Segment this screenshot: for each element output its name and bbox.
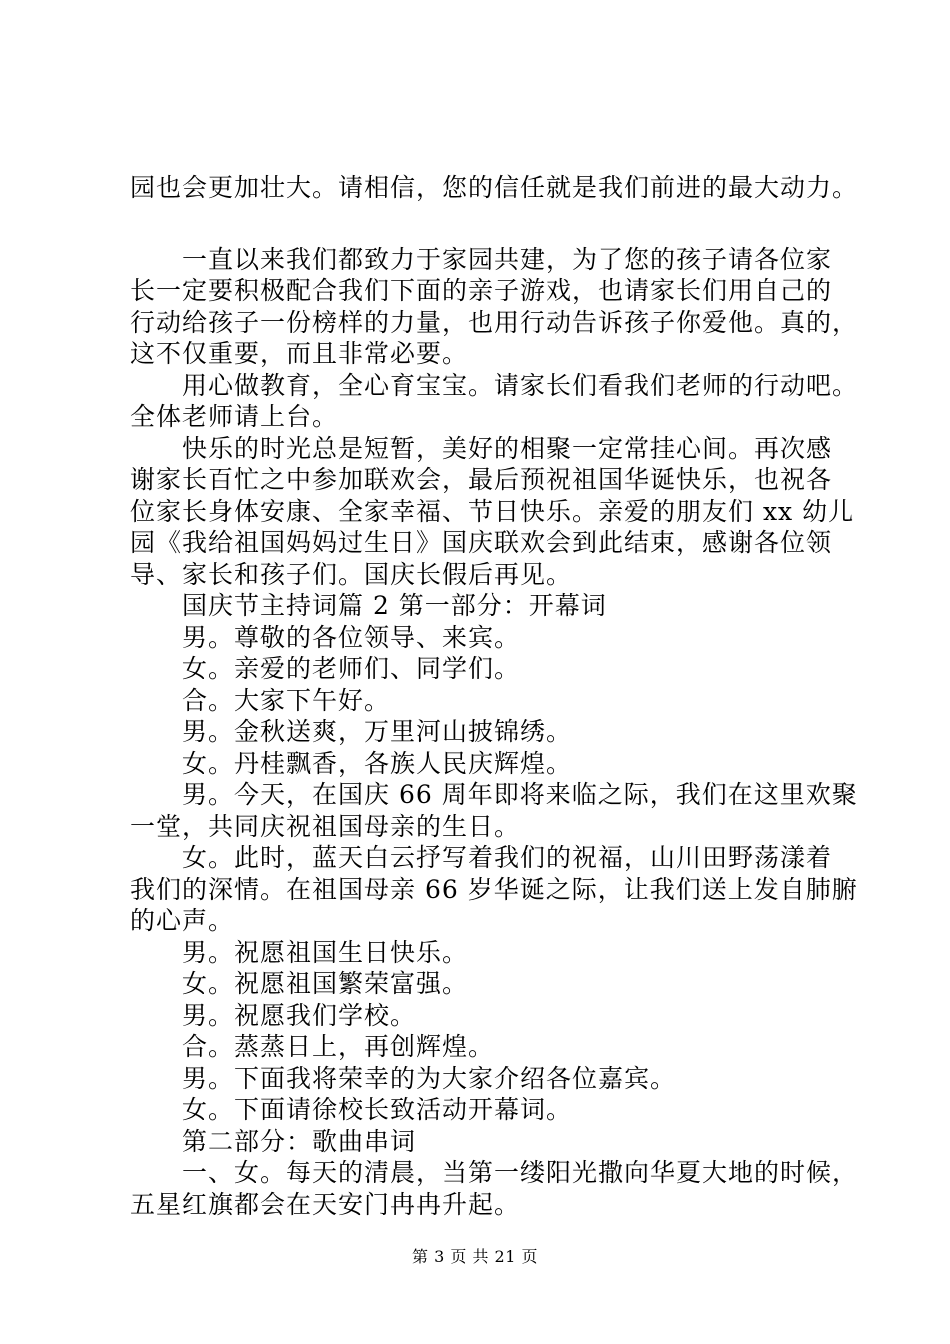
paragraph-line: 男。下面我将荣幸的为大家介绍各位嘉宾。 <box>182 1063 677 1093</box>
document-body <box>130 172 859 1220</box>
paragraph-line: 位家长身体安康、全家幸福、节日快乐。亲爱的朋友们 xx 幼儿 <box>130 496 855 526</box>
paragraph-line: 的心声。 <box>130 906 235 935</box>
paragraph-line: 一直以来我们都致力于家园共建，为了您的孩子请各位家 <box>182 244 833 274</box>
paragraph-line: 一堂，共同庆祝祖国母亲的生日。 <box>130 811 521 841</box>
page-footer: 第 3 页 共 21 页 <box>412 1247 538 1266</box>
paragraph-line: 男。今天，在国庆 66 周年即将来临之际，我们在这里欢聚 <box>182 780 858 809</box>
paragraph-line: 国庆节主持词篇 2 第一部分：开幕词 <box>182 591 607 620</box>
paragraph-gap <box>130 204 830 244</box>
paragraph-line: 男。祝愿我们学校。 <box>182 1000 417 1030</box>
paragraph-line: 谢家长百忙之中参加联欢会，最后预祝祖国华诞快乐，也祝各 <box>130 465 833 494</box>
paragraph-line: 我们的深情。在祖国母亲 66 岁华诞之际，让我们送上发自肺腑 <box>130 874 858 904</box>
paragraph-line: 行动给孩子一份榜样的力量，也用行动告诉孩子你爱他。真的， <box>130 307 859 337</box>
paragraph-line: 用心做教育，全心育宝宝。请家长们看我们老师的行动吧。 <box>182 370 859 400</box>
paragraph-line: 女。亲爱的老师们、同学们。 <box>182 654 521 683</box>
paragraph-line: 快乐的时光总是短暂，美好的相聚一定常挂心间。再次感 <box>182 433 833 463</box>
paragraph-line: 长一定要积极配合我们下面的亲子游戏，也请家长们用自己的 <box>130 276 833 305</box>
paragraph-line: 女。丹桂飘香，各族人民庆辉煌。 <box>182 748 573 778</box>
paragraph-line: 女。下面请徐校长致活动开幕词。 <box>182 1095 573 1124</box>
paragraph-line: 女。此时，蓝天白云抒写着我们的祝福，山川田野荡漾着 <box>182 843 833 872</box>
paragraph-line: 五星红旗都会在天安门冉冉升起。 <box>130 1189 521 1219</box>
paragraph-line: 男。尊敬的各位领导、来宾。 <box>182 622 521 652</box>
paragraph-line: 这不仅重要，而且非常必要。 <box>130 339 469 368</box>
paragraph-line: 园《我给祖国妈妈过生日》国庆联欢会到此结束，感谢各位领 <box>130 528 833 557</box>
paragraph-line: 全体老师请上台。 <box>130 402 339 431</box>
paragraph-line: 园也会更加壮大。请相信，您的信任就是我们前进的最大动力。 <box>130 173 859 202</box>
paragraph-line: 一、女。每天的清晨，当第一缕阳光撒向华夏大地的时候， <box>182 1158 859 1187</box>
paragraph-line: 女。祝愿祖国繁荣富强。 <box>182 969 469 998</box>
paragraph-line: 导、家长和孩子们。国庆长假后再见。 <box>130 559 573 589</box>
paragraph-line: 男。金秋送爽，万里河山披锦绣。 <box>182 717 573 746</box>
paragraph-line: 合。大家下午好。 <box>182 685 391 715</box>
paragraph-line: 男。祝愿祖国生日快乐。 <box>182 937 469 967</box>
paragraph-line: 第二部分：歌曲串词 <box>182 1126 417 1156</box>
paragraph-line: 合。蒸蒸日上，再创辉煌。 <box>182 1032 495 1061</box>
